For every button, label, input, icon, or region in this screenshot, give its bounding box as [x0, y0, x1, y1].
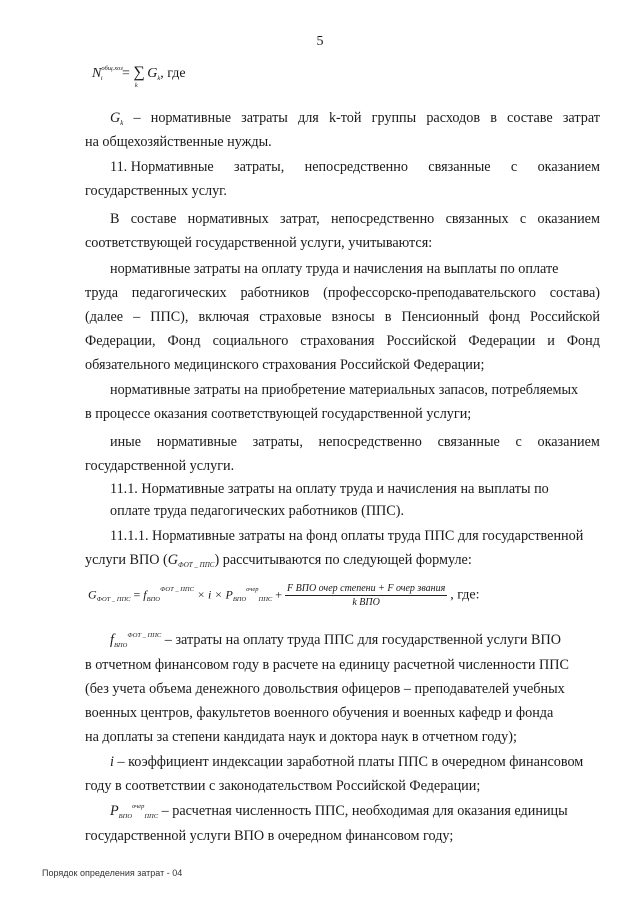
section-11-heading-line-1: 11. Нормативные затраты, непосредственно связанные с оказанием	[110, 159, 600, 175]
f-definition-line-2: в отчетном финансовом году в расчете на единицу расчетной численности ППС	[85, 657, 569, 673]
p-definition-line-1: $P_{ВПО}^{очер}_{ППС}$ – расчетная численность ППС, необходимая для оказания единицы	[110, 803, 568, 820]
paragraph-composition-line-1: В составе нормативных затрат, непосредственно связанных с оказанием	[110, 211, 600, 227]
f-definition-line-3: (без учета объема денежного довольствия офицеров – преподавателей учебных	[85, 681, 565, 697]
page-number: 5	[316, 34, 324, 49]
item-labor-costs-line-4: Федерации, Фонд социального страхования Российской Федерации и Фонд	[85, 333, 600, 349]
section-11-1-1-line-1: 11.1.1. Нормативные затраты на фонд оплаты труда ППС для государственной	[110, 528, 584, 544]
item-material-costs-line-2: в процессе оказания соответствующей государственной услуги;	[85, 406, 472, 422]
item-other-costs-line-1: иные нормативные затраты, непосредственно связанные с оказанием	[110, 434, 600, 450]
page-footer: Порядок определения затрат - 04	[42, 868, 183, 878]
i-definition-line-2: году в соответствии с законодательством Российской Федерации;	[85, 778, 481, 794]
gk-definition-line-1: $G_k$ – нормативные затраты для k-той группы расходов в составе затрат	[110, 110, 600, 127]
section-11-heading-line-2: государственных услуг.	[85, 183, 227, 199]
formula-general-expenses: $N^{общ.хоз}_i = \sum_k$ $G_k$, где	[92, 64, 186, 89]
f-definition-line-4: военных центров, факультетов военного обучения и военных кафедр и фонда	[85, 705, 554, 721]
item-labor-costs-line-1: нормативные затраты на оплату труда и начисления на выплаты по оплате	[110, 261, 559, 277]
formula-payroll-fund: $G_{ФОТ \_ ППС} = f_{ВПО}^{ФОТ \_ ППС} \times i \times P_{ВПО}^{очер}_{ППС}$ + $\frac{\text{F ВПО очер степени + F очер звания}}{\text{k ВПО}}$ , где:	[88, 583, 480, 608]
f-definition-line-1: $f_{ВПО}^{ФОТ \_ ППС}$ – затраты на оплату труда ППС для государственной услуги ВПО	[110, 632, 561, 649]
p-definition-line-2: государственной услуги ВПО в очередном финансовом году;	[85, 828, 454, 844]
item-labor-costs-line-3: (далее – ППС), включая страховые взносы в Пенсионный фонд Российской	[85, 309, 600, 325]
formula-fraction: $\frac{\text{F ВПО очер степени + F очер звания}}{\text{k ВПО}}$	[287, 583, 446, 608]
item-material-costs-line-1: нормативные затраты на приобретение материальных запасов, потребляемых	[110, 382, 579, 398]
section-11-1-1-line-2: услуги ВПО $(G_{ФОТ \_ ППС})$ рассчитываются по следующей формуле:	[85, 552, 472, 569]
item-other-costs-line-2: государственной услуги.	[85, 458, 235, 474]
i-definition-line-1: i – коэффициент индексации заработной платы ППС в очередном финансовом	[110, 754, 584, 770]
f-definition-line-5: на доплаты за степени кандидата наук и доктора наук в отчетном году);	[85, 729, 517, 745]
paragraph-composition-line-2: соответствующей государственной услуги, учитываются:	[85, 235, 433, 251]
item-labor-costs-line-5: обязательного медицинского страхования Российской Федерации;	[85, 357, 485, 373]
item-labor-costs-line-2: труда педагогических работников (профессорско-преподавательского состава)	[85, 285, 600, 301]
section-11-1-heading-line-2: оплате труда педагогических работников (ППС).	[110, 503, 405, 519]
section-11-1-heading-line-1: 11.1. Нормативные затраты на оплату труда и начисления на выплаты по	[110, 481, 549, 497]
gk-definition-line-2: на общехозяйственные нужды.	[85, 134, 272, 150]
